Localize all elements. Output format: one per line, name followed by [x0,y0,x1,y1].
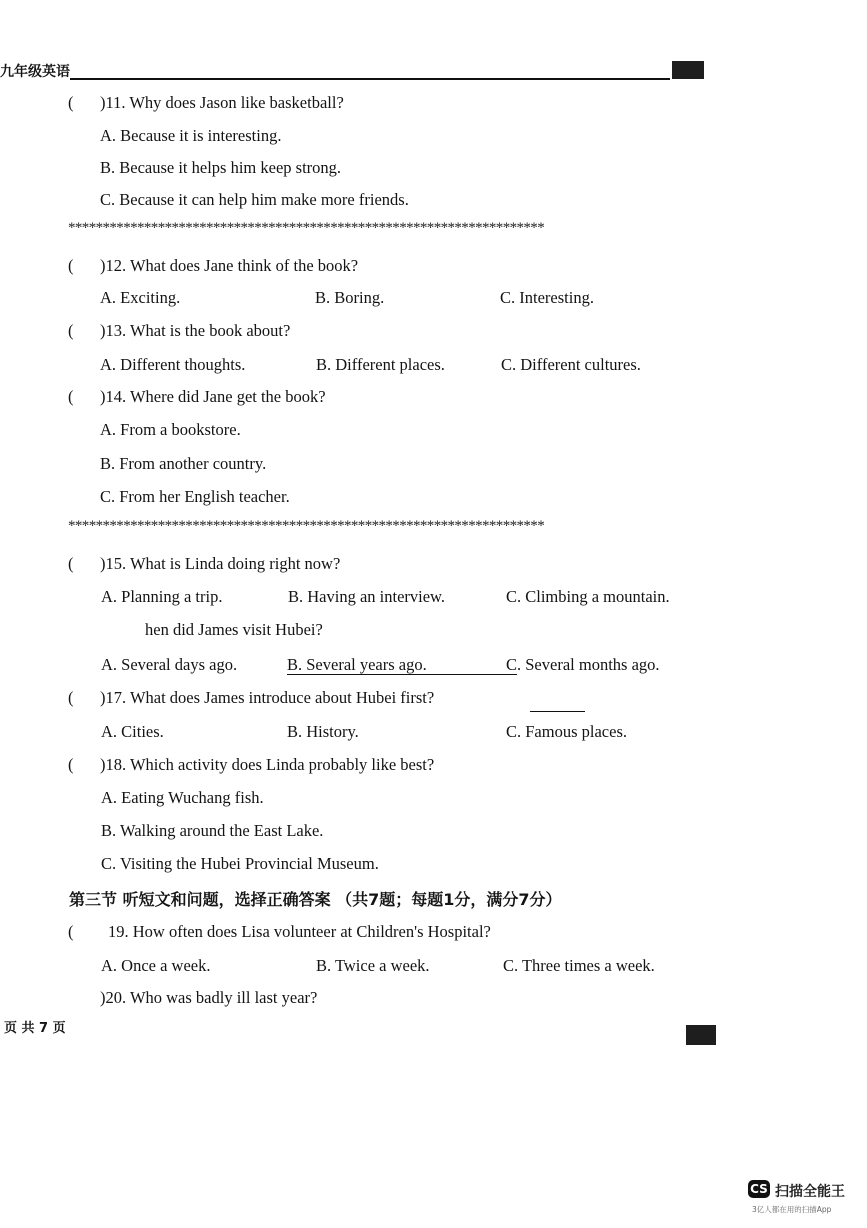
question-12: )12. What does Jane think of the book? [100,256,359,275]
q18-option-c: C. Visiting the Hubei Provincial Museum. [101,854,379,873]
paren: ( [68,321,74,340]
q16-option-b: B. Several years ago. [287,655,427,674]
q12-option-c: C. Interesting. [500,288,594,307]
q18-option-a: A. Eating Wuchang fish. [101,788,264,807]
question-14: )14. Where did Jane get the book? [100,387,326,406]
question-20: )20. Who was badly ill last year? [100,988,318,1007]
q16-option-a: A. Several days ago. [101,655,238,674]
header-title: 九年级英语 [0,64,70,80]
q15-option-a: A. Planning a trip. [101,587,223,606]
question-11: )11. Why does Jason like basketball? [100,93,344,112]
q13-option-a: A. Different thoughts. [100,355,246,374]
q13-option-c: C. Different cultures. [501,355,641,374]
paren: ( [68,256,74,275]
handwritten-underline [287,674,517,675]
q17-option-c: C. Famous places. [506,722,627,741]
q11-option-a: A. Because it is interesting. [100,126,282,145]
separator: ********************************************************************* [68,518,545,534]
question-15: )15. What is Linda doing right now? [100,554,341,573]
question-19: 19. How often does Lisa volunteer at Children's Hospital? [108,922,491,941]
separator: ********************************************************************* [68,220,545,236]
paren: ( [68,688,74,707]
q15-option-b: B. Having an interview. [288,587,446,606]
question-17: )17. What does James introduce about Hubei first? [100,688,435,707]
section-3-title: 第三节 听短文和问题，选择正确答案 （共7题；每题1分，满分7分） [69,890,562,909]
q19-option-a: A. Once a week. [101,956,211,975]
q19-option-b: B. Twice a week. [316,956,430,975]
q19-option-c: C. Three times a week. [503,956,655,975]
question-13: )13. What is the book about? [100,321,291,340]
paren: ( [68,554,74,573]
paren: ( [68,922,74,941]
q16-option-c: C. Several months ago. [506,655,660,674]
paren: ( [68,93,74,112]
question-18: )18. Which activity does Linda probably like best? [100,755,435,774]
q14-option-b: B. From another country. [100,454,267,473]
camscanner-logo-icon: CS [748,1180,770,1198]
q12-option-a: A. Exciting. [100,288,181,307]
header-block [672,61,704,79]
paren: ( [68,387,74,406]
q15-option-c: C. Climbing a mountain. [506,587,670,606]
q14-option-c: C. From her English teacher. [100,487,290,506]
q17-option-a: A. Cities. [101,722,164,741]
q11-option-b: B. Because it helps him keep strong. [100,158,342,177]
paren: ( [68,755,74,774]
watermark-sub: 3亿人都在用的扫描App [752,1205,832,1214]
q14-option-a: A. From a bookstore. [100,420,241,439]
q18-option-b: B. Walking around the East Lake. [101,821,324,840]
footer-block [686,1025,716,1045]
q12-option-b: B. Boring. [315,288,385,307]
handwritten-underline [530,711,585,712]
header-rule [70,78,670,80]
question-16: hen did James visit Hubei? [145,620,323,639]
q11-option-c: C. Because it can help him make more friends. [100,190,409,209]
q13-option-b: B. Different places. [316,355,445,374]
q17-option-b: B. History. [287,722,359,741]
watermark-name: 扫描全能王 [775,1184,845,1200]
page-footer: 页 共 7 页 [4,1021,66,1036]
